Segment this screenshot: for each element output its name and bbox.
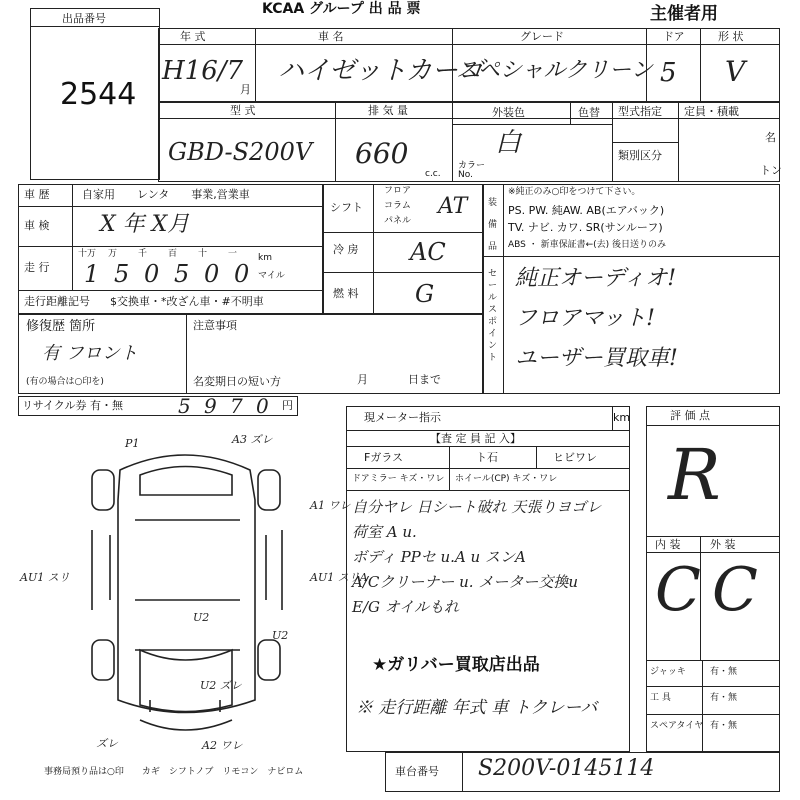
mileage-unit-2: 千 bbox=[138, 249, 148, 259]
shift-panel: パネル bbox=[384, 216, 412, 226]
shape-label: 形 状 bbox=[718, 30, 744, 43]
mirror-label: ドアミラー キズ・ワレ bbox=[352, 474, 445, 484]
mileage-note-label: 走行距離記号 bbox=[24, 295, 90, 308]
displacement-label: 排 気 量 bbox=[368, 104, 408, 117]
jack-option: 有・無 bbox=[710, 667, 738, 677]
inspection-value: X 年 X月 bbox=[100, 212, 190, 237]
recycle-digit-2: 7 bbox=[230, 394, 243, 418]
sales-point-1: フロアマット! bbox=[515, 306, 655, 331]
gulliver-stamp: ★ガリバー買取店出品 bbox=[372, 655, 540, 675]
inspector-note-1: 荷室 A u. bbox=[352, 523, 417, 541]
meter-unit: km bbox=[613, 411, 631, 424]
shift-floor: フロア bbox=[384, 186, 412, 196]
type-designation-label: 型式指定 bbox=[618, 105, 662, 118]
grade-label: グレード bbox=[520, 30, 564, 43]
capacity-unit-tons: トン bbox=[760, 164, 782, 177]
mileage-unit-4: 十 bbox=[198, 249, 208, 259]
wheel-label: ホイール(CP) キズ・ワレ bbox=[455, 474, 558, 484]
mileage-digit-2: 0 bbox=[144, 260, 160, 288]
equipment-line-1: PS. PW. 純AW. AB(エアバック) bbox=[508, 204, 665, 217]
model-value: GBD-S200V bbox=[168, 138, 313, 166]
displacement-unit: c.c. bbox=[425, 169, 441, 179]
repair-value: 有 フロント bbox=[42, 343, 138, 364]
grade-value: スペシャルクリーン bbox=[456, 58, 653, 83]
diagram-mark-7: U2 ズレ bbox=[200, 679, 242, 692]
expiry-month: 月 bbox=[357, 373, 368, 386]
tools-option: 有・無 bbox=[710, 693, 738, 703]
mileage-mile-label: マイル bbox=[258, 271, 285, 281]
year-value: H16/7 bbox=[162, 56, 244, 86]
inspector-note-2: ボディ PPセ u.A u スンA bbox=[352, 548, 526, 566]
diagram-mark-2: A1 ワレ bbox=[310, 499, 351, 512]
inspection-label: 車 検 bbox=[24, 219, 50, 232]
mileage-digit-3: 5 bbox=[174, 260, 190, 288]
mileage-unit-1: 万 bbox=[108, 249, 118, 259]
repair-note: (有の場合は○印を) bbox=[26, 377, 104, 387]
form-title: KCAA グループ 出 品 票 bbox=[262, 1, 421, 17]
lot-number-label: 出品番号 bbox=[62, 12, 106, 25]
recycle-label: リサイクル券 有・無 bbox=[22, 399, 123, 412]
diagram-mark-1: A3 ズレ bbox=[232, 433, 273, 446]
door-value: 5 bbox=[660, 58, 677, 88]
expiry-day: 日まで bbox=[408, 373, 441, 386]
chassis-label: 車台番号 bbox=[395, 765, 439, 778]
car-name-label: 車 名 bbox=[318, 30, 344, 43]
grade-value: R bbox=[668, 434, 721, 516]
inspector-note-3: A/Cクリーナー u. メーター交換u bbox=[352, 573, 578, 591]
equipment-note: ※純正のみ○印をつけて下さい。 bbox=[508, 187, 641, 197]
exterior-label: 外 装 bbox=[710, 538, 736, 551]
model-label: 型 式 bbox=[230, 104, 256, 117]
color-no-label: カラーNo. bbox=[458, 161, 486, 180]
mileage-label: 走 行 bbox=[24, 261, 50, 274]
diagram-mark-3: AU1 スリ bbox=[20, 571, 70, 584]
mileage-unit-3: 百 bbox=[168, 249, 178, 259]
inspector-footer-note: ※ 走行距離 年式 車 トクレーバ bbox=[356, 698, 598, 718]
equipment-label: 装備品 bbox=[488, 198, 498, 252]
color-label: 外装色 bbox=[492, 106, 525, 119]
mileage-km-label: km bbox=[258, 253, 272, 263]
diagram-mark-9: A2 ワレ bbox=[202, 739, 243, 752]
shift-value: AT bbox=[438, 194, 468, 219]
mileage-unit-5: 一 bbox=[228, 249, 238, 259]
sales-point-2: ユーザー買取車! bbox=[515, 346, 678, 371]
office-items: 事務局預り品は○印 カギ シフトノブ リモコン ナビロム bbox=[44, 767, 304, 777]
expiry-label: 名変期日の短い方 bbox=[193, 375, 281, 388]
sales-points-label: セールスポイント bbox=[488, 269, 498, 363]
interior-value: C bbox=[655, 555, 701, 625]
inspector-note-0: 自分ヤレ 日シート破れ 天張りヨゴレ bbox=[352, 498, 602, 516]
history-options: 自家用 レンタ 事業,営業車 bbox=[82, 188, 250, 201]
diagram-mark-6: U2 bbox=[272, 629, 289, 642]
year-label: 年 式 bbox=[180, 30, 206, 43]
recycle-digit-0: 5 bbox=[178, 394, 191, 418]
equipment-line-3: ABS ・ 新車保証書←(去) 後日送りのみ bbox=[508, 240, 667, 250]
exterior-value: C bbox=[712, 555, 758, 625]
tools-label: 工 具 bbox=[650, 693, 671, 703]
spare-tire-label: スペアタイヤ bbox=[650, 721, 704, 731]
mileage-digit-5: 0 bbox=[234, 260, 250, 288]
interior-label: 内 装 bbox=[655, 538, 681, 551]
glass-opt-crack: ヒビワレ bbox=[553, 451, 597, 464]
ac-label: 冷 房 bbox=[333, 243, 359, 256]
color-value: 白 bbox=[495, 128, 522, 158]
diagram-mark-5: U2 bbox=[193, 611, 210, 624]
mileage-digit-0: 1 bbox=[84, 260, 100, 288]
capacity-label: 定員・積載 bbox=[684, 105, 739, 118]
inspector-heading: 【査 定 員 記 入】 bbox=[430, 432, 521, 445]
year-unit: 月 bbox=[240, 83, 251, 96]
fuel-value: G bbox=[415, 280, 435, 308]
ac-value: AC bbox=[410, 238, 446, 266]
mileage-unit-0: 十万 bbox=[78, 249, 97, 259]
recycle-digit-3: 0 bbox=[256, 394, 269, 418]
shift-column: コラム bbox=[384, 201, 411, 211]
equipment-line-2: TV. ナビ. カワ. SR(サンルーフ) bbox=[508, 221, 663, 234]
jack-label: ジャッキ bbox=[650, 667, 686, 677]
mileage-note: $交換車・*改ざん車・#不明車 bbox=[110, 295, 264, 308]
fuel-label: 燃 料 bbox=[333, 287, 359, 300]
category-label: 類別区分 bbox=[618, 149, 662, 162]
glass-label: Fガラス bbox=[364, 451, 403, 464]
recycle-unit: 円 bbox=[282, 399, 293, 412]
car-name-value: ハイゼットカーゴ bbox=[278, 56, 484, 86]
color-swap-label: 色替 bbox=[578, 106, 600, 119]
shape-value: V bbox=[725, 55, 746, 88]
door-label: ドア bbox=[663, 30, 685, 43]
chassis-value: S200V-0145114 bbox=[478, 756, 655, 781]
capacity-unit-persons: 名 bbox=[765, 131, 776, 144]
meter-label: 現メーター指示 bbox=[364, 411, 441, 424]
inspector-note-4: E/G オイルもれ bbox=[352, 598, 460, 616]
displacement-value: 660 bbox=[355, 137, 409, 170]
organizer-label: 主催者用 bbox=[650, 4, 718, 24]
recycle-digit-1: 9 bbox=[204, 394, 217, 418]
notice-label: 注意事項 bbox=[193, 319, 237, 332]
repair-label: 修復歴 箇所 bbox=[26, 319, 96, 334]
glass-opt-stone: ト石 bbox=[476, 451, 498, 464]
diagram-mark-4: AU1 スリA bbox=[310, 571, 368, 584]
mileage-digit-4: 0 bbox=[204, 260, 220, 288]
grade-label: 評 価 点 bbox=[670, 409, 710, 422]
lot-number-value: 2544 bbox=[60, 77, 137, 112]
spare-tire-option: 有・無 bbox=[710, 721, 738, 731]
shift-label: シフト bbox=[330, 201, 363, 214]
mileage-digit-1: 5 bbox=[114, 260, 130, 288]
sales-point-0: 純正オーディオ! bbox=[515, 266, 677, 291]
diagram-mark-8: ズレ bbox=[96, 737, 118, 750]
history-label: 車 歴 bbox=[24, 188, 50, 201]
diagram-mark-0: P1 bbox=[125, 437, 140, 450]
